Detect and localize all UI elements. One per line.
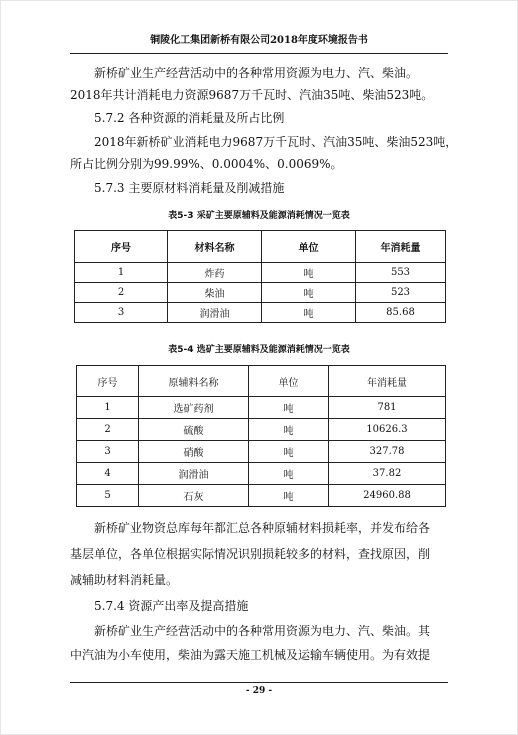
table-cell: 吨 [249,419,329,441]
table-cell: 4 [77,463,139,485]
table-cell: 吨 [249,397,329,419]
table-cell: 1 [75,263,168,283]
table-cell: 硫酸 [139,419,249,441]
table-row [77,485,446,507]
table-cell: 炸药 [168,263,262,283]
column-header: 单位 [249,366,329,397]
table-cell: 5 [77,485,139,507]
table-caption: 表5-4 选矿主要原辅料及能源消耗情况一览表 [168,345,350,355]
table-cell: 选矿药剂 [139,397,249,419]
table-header-row [75,231,446,263]
table-cell: 24960.88 [329,485,446,507]
table-cell: 3 [75,303,168,323]
section-heading: 5.7.2 各种资源的消耗量及所占比例 [94,111,285,125]
column-header: 材料名称 [168,231,262,263]
table-cell: 523 [356,283,446,303]
table-cell: 石灰 [139,485,249,507]
paragraph-line: 2018年新桥矿业消耗电力9687万千瓦时、汽油35吨、柴油523吨， [94,135,458,149]
table-cell: 553 [356,263,446,283]
table-row [77,441,446,463]
table-caption: 表5-3 采矿主要原辅料及能源消耗情况一览表 [168,211,350,221]
table-cell: 吨 [249,485,329,507]
table-cell: 1 [77,397,139,419]
beneficiation-materials-table [76,365,446,507]
table-cell: 2 [75,283,168,303]
column-header: 单位 [262,231,356,263]
paragraph-line: 所占比例分别为99.99%、0.0004%、0.0069%。 [70,157,343,171]
page-number: - 29 - [245,686,273,696]
column-header: 原辅料名称 [139,366,249,397]
column-header: 序号 [77,366,139,397]
table-cell: 吨 [262,263,356,283]
table-row [75,263,446,283]
column-header: 序号 [75,231,168,263]
table-cell: 3 [77,441,139,463]
column-header: 年消耗量 [329,366,446,397]
table-row [75,283,446,303]
page-header-title: 铜陵化工集团新桥有限公司2018年度环境报告书 [150,35,368,46]
table-cell: 润滑油 [139,463,249,485]
footer-divider [70,682,448,683]
table-cell: 吨 [249,441,329,463]
paragraph-line: 2018年共计消耗电力资源9687万千瓦时、汽油35吨、柴油523吨。 [70,88,434,102]
table-row [77,463,446,485]
table-cell: 85.68 [356,303,446,323]
paragraph-line: 新桥矿业生产经营活动中的各种常用资源为电力、汽、柴油。 [94,66,419,80]
paragraph-line: 中汽油为小车使用，柴油为露天施工机械及运输车辆使用。为有效提 [70,648,431,662]
header-divider [70,53,448,54]
paragraph-line: 基层单位，各单位根据实际情况识别损耗较多的材料，查找原因，削 [70,547,431,561]
paragraph-line: 新桥矿业生产经营活动中的各种常用资源为电力、汽、柴油。其 [94,624,431,638]
table-row [77,397,446,419]
column-header: 年消耗量 [356,231,446,263]
section-heading: 5.7.4 资源产出率及提高措施 [94,599,249,613]
table-cell: 吨 [262,283,356,303]
table-cell: 硝酸 [139,441,249,463]
paragraph-line: 减辅助材料消耗量。 [70,573,179,587]
table-cell: 2 [77,419,139,441]
table-cell: 10626.3 [329,419,446,441]
paragraph-line: 新桥矿业物资总库每年都汇总各种原辅材料损耗率，并发布给各 [94,521,431,535]
table-cell: 柴油 [168,283,262,303]
table-cell: 327.78 [329,441,446,463]
section-heading: 5.7.3 主要原材料消耗量及削减措施 [94,181,285,195]
table-row [77,419,446,441]
table-cell: 781 [329,397,446,419]
table-cell: 润滑油 [168,303,262,323]
table-header-row [77,366,446,397]
table-cell: 37.82 [329,463,446,485]
table-cell: 吨 [249,463,329,485]
mining-materials-table [74,230,446,323]
table-cell: 吨 [262,303,356,323]
table-row [75,303,446,323]
